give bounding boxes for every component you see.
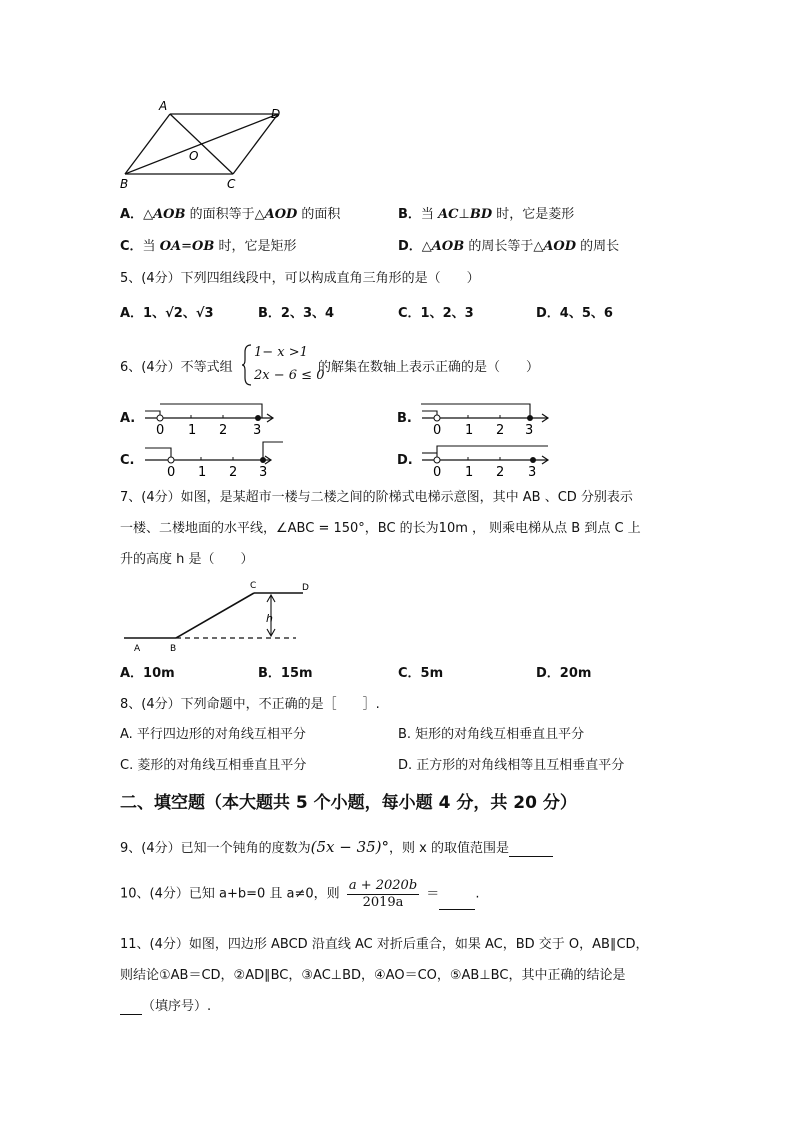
tick-1: 1	[465, 465, 474, 480]
h-label: h	[266, 612, 273, 625]
q7-line-2: 一楼、二楼地面的水平线，∠ABC = 150°，BC 的长为10m ， 则乘电梯从点 B 到点 C 上	[120, 521, 641, 536]
q6-label-b[interactable]: B.	[397, 411, 412, 426]
q8-stem: 8、(4分）下列命题中，不正确的是［ ］.	[120, 697, 380, 712]
q6-inequality-2: 2x − 6 ≤ 0	[254, 368, 325, 383]
q4-option-d[interactable]: D．△AOB 的周长等于△AOD 的周长	[398, 239, 620, 254]
tick-2: 2	[219, 423, 228, 438]
tick-3: 3	[528, 465, 537, 480]
q10: 10、(4分）已知 a+b=0 且 a≠0，则 $\frac{a + 2020b}{2019a}$ ＝ .	[120, 878, 480, 910]
vertex-d-label: D	[271, 107, 281, 121]
escalator-figure	[120, 578, 320, 658]
q4-option-b[interactable]: B．当 AC⊥BD 时，它是菱形	[398, 207, 575, 222]
q4-option-c[interactable]: C．当 OA=OB 时，它是矩形	[120, 239, 297, 254]
q7-option-d[interactable]: D．20m	[536, 666, 592, 681]
q11-line-2: 则结论①AB＝CD，②AD∥BC，③AC⊥BD，④AO＝CO，⑤AB⊥BC，其中正确的结论是	[120, 968, 626, 983]
q5-option-a[interactable]: A．1、√2、√3	[120, 306, 214, 321]
q9-answer-blank[interactable]	[509, 844, 553, 857]
q6-label-d[interactable]: D.	[397, 453, 413, 468]
q9: 9、(4分）已知一个钝角的度数为(5x − 35)°，则 x 的取值范围是	[120, 838, 553, 857]
number-line-c[interactable]	[143, 440, 288, 480]
q11-line-3: （填序号）.	[120, 999, 211, 1015]
vertex-b-label: B	[120, 177, 129, 191]
vertex-a-label: A	[159, 99, 168, 113]
point-a-label: A	[134, 644, 141, 654]
q11-line-1: 11、(4分）如图，四边形 ABCD 沿直线 AC 对折后重合，如果 AC，BD 交于 O，AB∥CD，	[120, 937, 649, 952]
tick-0: 0	[167, 465, 176, 480]
q6-label-a[interactable]: A.	[120, 411, 136, 426]
q8-option-b[interactable]: B. 矩形的对角线互相垂直且平分	[398, 727, 585, 742]
q5-option-b[interactable]: B．2、3、4	[258, 306, 335, 321]
q5-option-c[interactable]: C．1、2、3	[398, 306, 474, 321]
tick-3: 3	[253, 423, 262, 438]
tick-2: 2	[496, 465, 505, 480]
point-b-label: B	[170, 644, 177, 654]
tick-2: 2	[229, 465, 238, 480]
parallelogram-figure	[115, 98, 295, 193]
center-o-label: O	[189, 149, 199, 163]
system-brace	[241, 344, 253, 386]
q10-answer-blank[interactable]	[439, 897, 475, 910]
tick-1: 1	[198, 465, 207, 480]
q7-option-b[interactable]: B．15m	[258, 666, 313, 681]
q7-option-a[interactable]: A．10m	[120, 666, 175, 681]
q6-stem-pre: 6、(4分）不等式组	[120, 360, 233, 375]
tick-1: 1	[188, 423, 197, 438]
tick-0: 0	[156, 423, 165, 438]
tick-0: 0	[433, 465, 442, 480]
q5-stem: 5、(4分）下列四组线段中，可以构成直角三角形的是（ ）	[120, 271, 480, 286]
q7-option-c[interactable]: C．5m	[398, 666, 444, 681]
section-2-title: 二、填空题（本大题共 5 个小题，每小题 4 分，共 20 分）	[120, 793, 577, 813]
number-line-b[interactable]	[420, 398, 555, 438]
q6-stem-post: 的解集在数轴上表示正确的是（ ）	[318, 360, 540, 375]
q8-option-a[interactable]: A. 平行四边形的对角线互相平分	[120, 727, 306, 742]
tick-2: 2	[496, 423, 505, 438]
tick-1: 1	[465, 423, 474, 438]
q4-option-a[interactable]: A．△AOB 的面积等于△AOD 的面积	[120, 207, 341, 222]
tick-0: 0	[433, 423, 442, 438]
tick-3: 3	[259, 465, 268, 480]
q10-fraction: $\frac{a + 2020b}{2019a}$	[348, 878, 418, 910]
point-c-label: C	[250, 581, 257, 591]
q8-option-d[interactable]: D. 正方形的对角线相等且互相垂直平分	[398, 758, 625, 773]
q11-answer-blank[interactable]	[120, 1002, 142, 1015]
vertex-c-label: C	[227, 177, 236, 191]
q5-option-d[interactable]: D．4、5、6	[536, 306, 613, 321]
number-line-d[interactable]	[420, 440, 555, 480]
point-d-label: D	[302, 583, 309, 593]
q7-line-1: 7、(4分）如图，是某超市一楼与二楼之间的阶梯式电梯示意图，其中 AB 、CD 分别表示	[120, 490, 633, 505]
q6-inequality-1: 1− x >1	[254, 345, 308, 360]
q8-option-c[interactable]: C. 菱形的对角线互相垂直且平分	[120, 758, 307, 773]
q6-label-c[interactable]: C.	[120, 453, 135, 468]
tick-3: 3	[525, 423, 534, 438]
q7-line-3: 升的高度 h 是（ ）	[120, 552, 254, 567]
number-line-a[interactable]	[143, 398, 278, 438]
